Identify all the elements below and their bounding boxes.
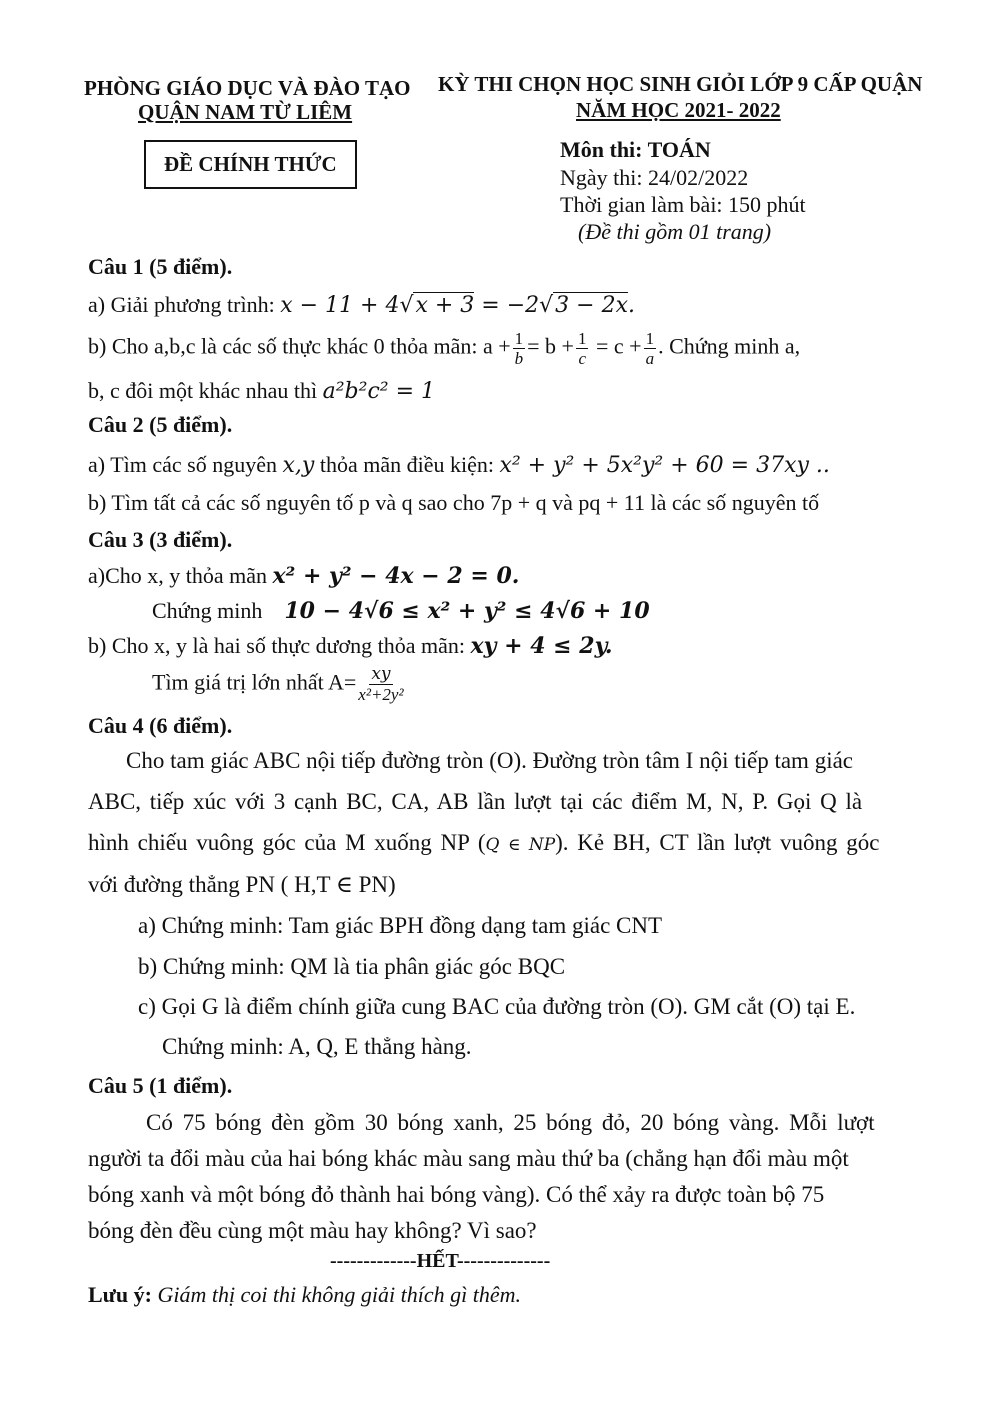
district-name: QUẬN NAM TỪ LIÊM bbox=[138, 100, 353, 124]
note-text: Giám thị coi thi không giải thích gì thêm. bbox=[151, 1282, 522, 1307]
q3-b bbox=[88, 633, 612, 659]
q2-a bbox=[88, 452, 830, 478]
q4-p3-a: hình chiếu vuông góc của M xuống NP ( bbox=[88, 830, 486, 855]
q1-a bbox=[88, 292, 635, 318]
q3-a-prove-label: Chứng minh bbox=[152, 598, 263, 623]
q3-a-equation: x² + y² − 4x − 2 = 0. bbox=[272, 563, 520, 589]
q1-b-cont bbox=[88, 378, 435, 404]
subject: Môn thi: TOÁN bbox=[560, 137, 711, 162]
page-count: (Đề thi gồm 01 trang) bbox=[578, 219, 772, 244]
q3-title: Câu 3 (3 điểm). bbox=[88, 527, 233, 552]
q3-a bbox=[88, 563, 519, 589]
official-stamp: ĐỀ CHÍNH THỨC bbox=[144, 140, 357, 189]
q1-b-text2: . Chứng minh a, bbox=[658, 333, 801, 359]
q1-b: b) Cho a,b,c là các số thực khác 0 thỏa mãn: a + $\frac{1}{b}$ = b + $\frac{1}{c}$ = c + $\frac{1}{a}$ . Chứng minh a, bbox=[88, 329, 801, 368]
q4-p3 bbox=[88, 830, 880, 856]
q3-b-numerator: xy bbox=[371, 664, 391, 684]
q2-b: b) Tìm tất cả các số nguyên tố p và q sao cho 7p + q và pq + 11 là các số nguyên tố bbox=[88, 490, 820, 515]
q4-c2: Chứng minh: A, Q, E thẳng hàng. bbox=[162, 1034, 472, 1059]
q5-p4: bóng đèn đều cùng một màu hay không? Vì sao? bbox=[88, 1218, 537, 1243]
q1-title: Câu 1 (5 điểm). bbox=[88, 254, 233, 279]
q3-b-fraction bbox=[358, 666, 403, 703]
q3-b-denominator: x²+2y² bbox=[358, 685, 404, 704]
q5-p1: Có 75 bóng đèn gồm 30 bóng xanh, 25 bóng đỏ, 20 bóng vàng. Mỗi lượt bbox=[146, 1110, 875, 1135]
q5-title: Câu 5 (1 điểm). bbox=[88, 1073, 233, 1098]
q3-b-condition: xy + 4 ≤ 2y. bbox=[470, 633, 613, 659]
q2-a-text2: thỏa mãn điều kiện: bbox=[314, 452, 500, 477]
q1-b-text3: b, c đôi một khác nhau thì bbox=[88, 378, 323, 403]
note-label: Lưu ý: bbox=[88, 1282, 152, 1307]
q3-b-find bbox=[152, 666, 406, 703]
q3-a-text: a)Cho x, y thỏa mãn bbox=[88, 563, 273, 588]
exam-title: KỲ THI CHỌN HỌC SINH GIỎI LỚP 9 CẤP QUẬN bbox=[438, 72, 923, 96]
q1-b-text: b) Cho a,b,c là các số thực khác 0 thỏa mãn: bbox=[88, 333, 483, 359]
q3-a-inequality: 10 − 4√6 ≤ x² + y² ≤ 4√6 + 10 bbox=[284, 598, 650, 624]
q1-a-text: a) Giải phương trình: bbox=[88, 292, 281, 317]
q2-a-text: a) Tìm các số nguyên bbox=[88, 452, 283, 477]
q2-a-equation: x² + y² + 5x²y² + 60 = 37xy .. bbox=[499, 453, 830, 478]
q5-p3: bóng xanh và một bóng đỏ thành hai bóng vàng). Có thể xảy ra được toàn bộ 75 bbox=[88, 1182, 825, 1207]
q4-title: Câu 4 (6 điểm). bbox=[88, 713, 233, 738]
q1-a-equation: x − 11 + 4√x + 3 = −2√3 − 2x. bbox=[280, 293, 635, 318]
q3-b-find-text: Tìm giá trị lớn nhất A= bbox=[152, 669, 357, 695]
q3-a-prove bbox=[152, 598, 650, 624]
footer-note bbox=[88, 1282, 521, 1308]
q4-p4: với đường thẳng PN ( H,T ∈ PN) bbox=[88, 872, 396, 897]
q5-p2: người ta đổi màu của hai bóng khác màu sang màu thứ ba (chẳng hạn đổi màu một bbox=[88, 1146, 849, 1171]
department-name: PHÒNG GIÁO DỤC VÀ ĐÀO TẠO bbox=[84, 76, 411, 100]
end-marker: -------------HẾT-------------- bbox=[330, 1250, 551, 1272]
q4-p3-b: ). Kẻ BH, CT lần lượt vuông góc bbox=[555, 830, 880, 855]
exam-duration: Thời gian làm bài: 150 phút bbox=[560, 192, 806, 217]
exam-date: Ngày thi: 24/02/2022 bbox=[560, 165, 749, 190]
q3-b-text: b) Cho x, y là hai số thực dương thỏa mãn: bbox=[88, 633, 471, 658]
q2-a-vars: x,y bbox=[282, 453, 315, 478]
q4-c: c) Gọi G là điểm chính giữa cung BAC của đường tròn (O). GM cắt (O) tại E. bbox=[138, 994, 856, 1019]
q1-b-equation: a²b²c² = 1 bbox=[322, 379, 436, 404]
q4-p1: Cho tam giác ABC nội tiếp đường tròn (O). Đường tròn tâm I nội tiếp tam giác bbox=[126, 748, 854, 773]
q4-a: a) Chứng minh: Tam giác BPH đồng dạng tam giác CNT bbox=[138, 913, 663, 938]
q2-title: Câu 2 (5 điểm). bbox=[88, 412, 233, 437]
q4-p3-math: Q ∈ NP bbox=[485, 835, 556, 855]
q4-p2: ABC, tiếp xúc với 3 cạnh BC, CA, AB lần lượt tại các điểm M, N, P. Gọi Q là bbox=[88, 789, 863, 814]
q4-b: b) Chứng minh: QM là tia phân giác góc BQC bbox=[138, 954, 566, 979]
school-year: NĂM HỌC 2021- 2022 bbox=[576, 98, 781, 122]
